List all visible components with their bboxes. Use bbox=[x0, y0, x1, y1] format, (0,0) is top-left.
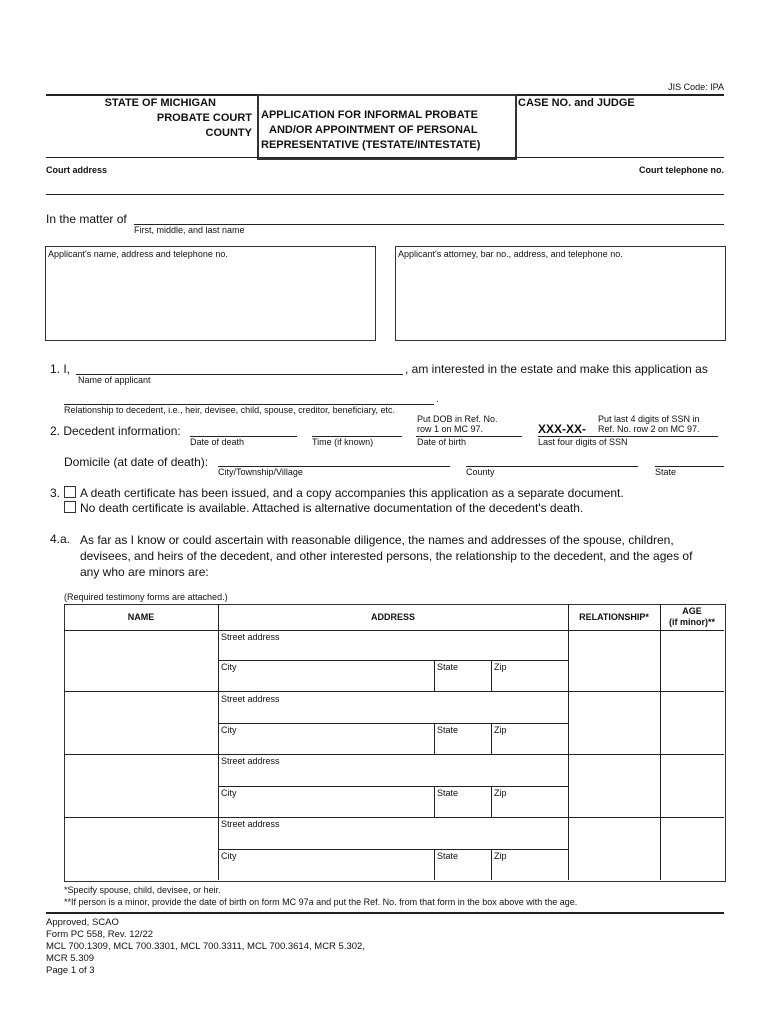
item3-number: 3. bbox=[50, 486, 61, 500]
county-label: COUNTY bbox=[205, 127, 252, 139]
jis-code: JIS Code: IPA bbox=[668, 82, 724, 92]
city-state-rule bbox=[434, 849, 435, 880]
item2-label: 2. Decedent information: bbox=[50, 424, 181, 438]
table-header-age bbox=[660, 606, 724, 628]
item1-text: , am interested in the estate and make this application as bbox=[405, 362, 708, 376]
city-state-rule bbox=[434, 660, 435, 691]
no-death-certificate-checkbox[interactable] bbox=[64, 501, 76, 513]
dob-note bbox=[417, 414, 498, 434]
address-split-rule bbox=[218, 723, 568, 724]
matter-label: In the matter of bbox=[46, 212, 127, 226]
table-row-rule bbox=[64, 754, 724, 755]
row4-state-label: State bbox=[437, 851, 459, 861]
death-certificate-checkbox[interactable] bbox=[64, 486, 76, 498]
row1-street-label: Street address bbox=[221, 632, 280, 642]
dob-note-line: Put DOB in Ref. No. bbox=[417, 414, 498, 424]
table-row-rule bbox=[64, 691, 724, 692]
footnote-relationship: *Specify spouse, child, devisee, or heir. bbox=[64, 885, 221, 895]
row2-street-label: Street address bbox=[221, 694, 280, 704]
time-caption: Time (if known) bbox=[312, 437, 374, 447]
applicant-info-label: Applicant's name, address and telephone no. bbox=[48, 249, 228, 259]
city-caption: City/Township/Village bbox=[218, 467, 303, 477]
footer-line: MCR 5.309 bbox=[46, 953, 95, 964]
state-zip-rule bbox=[491, 723, 492, 754]
header-mid-rule bbox=[46, 157, 724, 158]
court-phone-label: Court telephone no. bbox=[639, 165, 724, 175]
form-title-line: APPLICATION FOR INFORMAL PROBATE bbox=[261, 109, 478, 121]
row2-city-label: City bbox=[221, 725, 237, 735]
attorney-info-box[interactable] bbox=[395, 246, 726, 341]
table-header-age-line: AGE bbox=[682, 606, 702, 616]
attorney-info-label: Applicant's attorney, bar no., address, and telephone no. bbox=[398, 249, 623, 259]
ssn-note-line: Ref. No. row 2 on MC 97. bbox=[598, 424, 700, 434]
item4-text-line: any who are minors are: bbox=[80, 565, 209, 579]
item4-text bbox=[80, 532, 692, 580]
date-of-death-caption: Date of death bbox=[190, 437, 245, 447]
row3-street-label: Street address bbox=[221, 756, 280, 766]
address-split-rule bbox=[218, 849, 568, 850]
dob-note-line: row 1 on MC 97. bbox=[417, 424, 484, 434]
footnote-minor: **If person is a minor, provide the date of birth on form MC 97a and put the Ref. No. from that form in the box above with the age. bbox=[64, 897, 578, 907]
footer-line: Approved, SCAO bbox=[46, 917, 119, 928]
county-caption: County bbox=[466, 467, 495, 477]
row2-zip-label: Zip bbox=[494, 725, 507, 735]
row1-zip-label: Zip bbox=[494, 662, 507, 672]
city-state-rule bbox=[434, 723, 435, 754]
footer-line: Form PC 558, Rev. 12/22 bbox=[46, 929, 154, 940]
applicant-name-caption: Name of applicant bbox=[78, 375, 151, 385]
ssn-prefix: XXX-XX- bbox=[538, 422, 587, 436]
row3-city-label: City bbox=[221, 788, 237, 798]
item4-text-line: As far as I know or could ascertain with reasonable diligence, the names and addresses of the spouse, children, bbox=[80, 533, 674, 547]
form-title bbox=[261, 108, 480, 153]
relationship-caption: Relationship to decedent, i.e., heir, devisee, child, spouse, creditor, beneficiary, etc. bbox=[64, 405, 396, 415]
table-header-address: ADDRESS bbox=[370, 612, 415, 622]
state-zip-rule bbox=[491, 660, 492, 691]
table-header-relationship: RELATIONSHIP* bbox=[579, 612, 649, 622]
state-caption: State bbox=[655, 467, 677, 477]
date-of-birth-caption: Date of birth bbox=[417, 437, 467, 447]
header-bottom-rule bbox=[46, 194, 724, 195]
ssn-caption: Last four digits of SSN bbox=[538, 437, 628, 447]
item4-number: 4.a. bbox=[50, 532, 71, 546]
table-row-rule bbox=[64, 817, 724, 818]
row3-state-label: State bbox=[437, 788, 459, 798]
testimony-note: (Required testimony forms are attached.) bbox=[64, 592, 228, 602]
applicant-info-box[interactable] bbox=[45, 246, 376, 341]
table-col-rule bbox=[660, 604, 661, 880]
table-col-rule bbox=[568, 604, 569, 880]
row4-zip-label: Zip bbox=[494, 851, 507, 861]
relationship-period: . bbox=[436, 394, 439, 405]
item1-number: 1. I, bbox=[50, 362, 71, 376]
row4-street-label: Street address bbox=[221, 819, 280, 829]
address-split-rule bbox=[218, 660, 568, 661]
row1-city-label: City bbox=[221, 662, 237, 672]
table-header-age-line: (if minor)** bbox=[669, 617, 715, 627]
case-number-label: CASE NO. and JUDGE bbox=[518, 97, 635, 109]
table-header-rule bbox=[64, 630, 724, 631]
ssn-note bbox=[598, 414, 700, 434]
state-zip-rule bbox=[491, 849, 492, 880]
table-header-name: NAME bbox=[127, 612, 155, 622]
ssn-note-line: Put last 4 digits of SSN in bbox=[598, 414, 700, 424]
table-col-rule bbox=[218, 604, 219, 880]
footer-line: MCL 700.1309, MCL 700.3301, MCL 700.3311, MCL 700.3614, MCR 5.302, bbox=[46, 941, 365, 952]
footer-rule bbox=[46, 912, 724, 914]
interested-persons-table bbox=[64, 604, 726, 882]
decedent-name-caption: First, middle, and last name bbox=[134, 225, 245, 235]
address-split-rule bbox=[218, 786, 568, 787]
row3-zip-label: Zip bbox=[494, 788, 507, 798]
no-death-certificate-option: No death certificate is available. Attached is alternative documentation of the decedent's death. bbox=[80, 501, 584, 515]
court-label: PROBATE COURT bbox=[156, 112, 252, 124]
state-zip-rule bbox=[491, 786, 492, 817]
footer-line: Page 1 of 3 bbox=[46, 965, 95, 976]
row2-state-label: State bbox=[437, 725, 459, 735]
item4-text-line: devisees, and heirs of the decedent, and other interested persons, the relationship to the decedent, and the ages of bbox=[80, 549, 693, 563]
footer-info bbox=[46, 917, 365, 977]
state-label: STATE OF MICHIGAN bbox=[104, 97, 216, 109]
form-title-line: REPRESENTATIVE (TESTATE/INTESTATE) bbox=[261, 139, 481, 151]
row1-state-label: State bbox=[437, 662, 459, 672]
row4-city-label: City bbox=[221, 851, 237, 861]
court-address-label: Court address bbox=[46, 165, 108, 175]
form-title-line: AND/OR APPOINTMENT OF PERSONAL bbox=[269, 124, 478, 136]
city-state-rule bbox=[434, 786, 435, 817]
domicile-label: Domicile (at date of death): bbox=[64, 455, 209, 469]
death-certificate-option: A death certificate has been issued, and a copy accompanies this application as a separate document. bbox=[80, 486, 624, 500]
